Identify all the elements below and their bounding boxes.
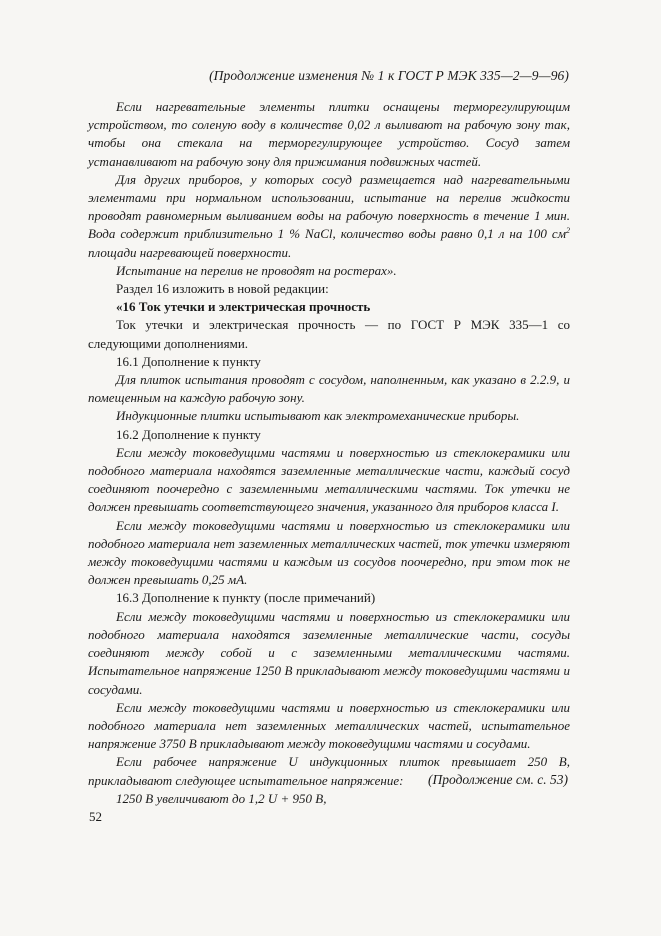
clause-heading: 16.2 Дополнение к пункту (116, 426, 261, 442)
paragraph-text: площади нагревающей поверхности. (88, 244, 292, 260)
paragraph: Раздел 16 изложить в новой редакции: (116, 281, 329, 297)
paragraph-text: Для других приборов, у которых сосуд размещается над нагревательными элементами при нормальном использовании, испытание на перелив жидкости проводят равномерным выливанием воды на рабочую поверхность в течение 1 мин. Вода содержит приблизительно 1 % NaCl, количество воды равно 0,1 л на 100 см (88, 171, 570, 242)
paragraph: Для плиток испытания проводят с сосудом, наполненным, как указано в 2.2.9, и помещенным на каждую рабочую зону. (88, 372, 570, 406)
paragraph: Ток утечки и электрическая прочность — по ГОСТ Р МЭК 335—1 со следующими дополнениями. (88, 317, 570, 351)
clause-heading: 16.1 Дополнение к пункту (116, 353, 261, 369)
paragraph (88, 171, 570, 262)
paragraph: Испытание на перелив не проводят на ростерах». (116, 262, 397, 278)
paragraph: Если нагревательные элементы плитки оснащены терморегулирующим устройством, то соленую воду в количестве 0,02 л выливают на рабочую зону так, чтобы она стекала на терморегулирующее устройство. Сосуд затем устанавливают на рабочую зону для прижимания подвижных частей. (88, 99, 570, 169)
paragraph: Если между токоведущими частями и поверхностью из стеклокерамики или подобного материала нет заземленных металлических частей, ток утечки измеряют между токоведущими частями и каждым из сосудов поочередно, при этом ток не должен превышать 0,25 мА. (88, 517, 570, 588)
section-heading: «16 Ток утечки и электрическая прочность (116, 299, 371, 315)
paragraph: 1250 В увеличивают до 1,2 U + 950 В, (116, 790, 327, 806)
paragraph: Если между токоведущими частями и поверхностью из стеклокерамики или подобного материала находятся заземленные металлические части, каждый сосуд соединяют поочередно с заземленными металлическими частями. Ток утечки не должен превышать соответствующего значения, указанного для приборов класса I. (88, 444, 570, 515)
paragraph: Если между токоведущими частями и поверхностью из стеклокерамики или подобного материала нет заземленных металлических частей, испытательное напряжение 3750 В прикладывают между токоведущими частями и сосудами. (88, 699, 570, 752)
continuation-note: (Продолжение см. с. 53) (428, 772, 568, 787)
document-body (88, 98, 570, 808)
paragraph: Индукционные плитки испытывают как электромеханические приборы. (116, 408, 520, 424)
page-header: (Продолжение изменения № 1 к ГОСТ Р МЭК 335—2—9—96) (209, 68, 569, 83)
paragraph: Если между токоведущими частями и поверхностью из стеклокерамики или подобного материала находятся заземленные металлические части, сосуды соединяют между собой и с заземленными металлическими частями. Испытательное напряжение 1250 В прикладывают между токоведущими частями и сосудами. (88, 608, 570, 697)
clause-heading: 16.3 Дополнение к пункту (после примечаний) (116, 590, 376, 606)
paragraph: Если рабочее напряжение U индукционных плиток превышает 250 В, прикладывают следующее испытательное напряжение: (88, 754, 570, 788)
page-number: 52 (89, 809, 102, 824)
superscript: 2 (566, 226, 570, 236)
